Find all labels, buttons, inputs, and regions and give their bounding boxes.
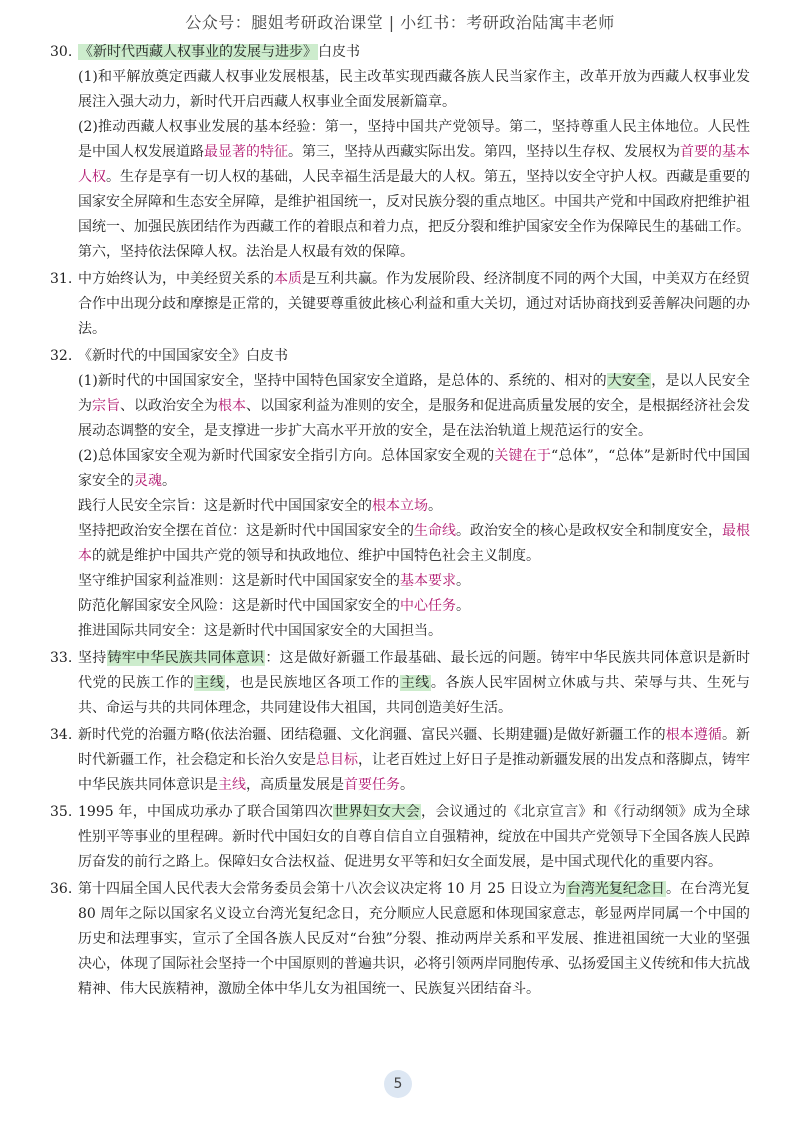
page-header: 公众号：腿姐考研政治课堂 | 小红书：考研政治陆寓丰老师 (185, 13, 615, 32)
text-run: 坚持把政治安全摆在首位：这是新时代中国国家安全的 (78, 523, 414, 539)
list-item (0, 40, 800, 265)
item-number: 33. (50, 650, 73, 666)
paragraph (0, 369, 800, 444)
text-run: 。 (456, 598, 470, 614)
text-run: 1995 年，中国成功承办了联合国第四次 (78, 804, 334, 820)
text-run: (2)推动西藏人权事业发展的基本经验：第一，坚持中国共产党领导。第二，坚持尊重人民主体地位。人民性是中国人权发展道路 (78, 119, 750, 160)
paragraph (0, 267, 800, 342)
text-run: 的就是维护中国共产党的领导和执政地位、维护中国特色社会主义制度。 (92, 548, 540, 564)
text-run: 推进国际共同安全：这是新时代中国国家安全的大国担当。 (78, 623, 442, 639)
emphasis-text: 主线 (218, 777, 246, 793)
highlighted-text: 世界妇女大会 (334, 804, 421, 820)
text-run: 防范化解国家安全风险：这是新时代中国国家安全的 (78, 598, 400, 614)
item-number: 36. (50, 881, 73, 897)
paragraph (0, 723, 800, 798)
text-run: 。 (428, 498, 442, 514)
emphasis-text: 根本遵循 (665, 727, 722, 743)
paragraph (0, 65, 800, 115)
emphasis-text: 本质 (274, 271, 302, 287)
text-run: 中方始终认为，中美经贸关系的 (78, 271, 274, 287)
text-run: ，是以人民安全为 (78, 373, 750, 414)
paragraph (0, 519, 800, 569)
item-number: 32. (50, 348, 73, 364)
item-number: 30. (50, 44, 73, 60)
text-run: “总体”，“总体”是新时代中国国家安全的 (78, 448, 750, 489)
text-run: 。 (400, 777, 414, 793)
paragraph (0, 115, 800, 265)
emphasis-text: 基本要求 (400, 573, 456, 589)
highlighted-text: 主线 (400, 675, 430, 691)
paragraph (0, 594, 800, 619)
text-run: 白皮书 (318, 44, 360, 60)
paragraph (0, 494, 800, 519)
text-run: 。生存是享有一切人权的基础，人民幸福生活是最大的人权。第五，坚持以安全守护人权。西藏是重要的国家安全屏障和生态安全屏障，是维护祖国统一，反对民族分裂的重点地区。中国共产党和中国政府把维护祖国统一、加强民族团结作为西藏工作的着眼点和着力点，把反分裂和维护国家安全作为保障民生的基础工作。第六，坚持依法保障人权。法治是人权最有效的保障。 (78, 169, 750, 260)
list-item (0, 344, 800, 644)
list-item (0, 267, 800, 342)
item-number: 31. (50, 271, 73, 287)
paragraph (0, 344, 800, 369)
list-item (0, 877, 800, 1002)
text-run: 是互利共赢。作为发展阶段、经济制度不同的两个大国，中美双方在经贸合作中出现分歧和摩擦是正常的，关键要尊重彼此核心利益和重大关切，通过对话协商找到妥善解决问题的办法。 (78, 271, 750, 337)
text-run: ，高质量发展是 (246, 777, 344, 793)
list-item (0, 723, 800, 798)
emphasis-text: 首要任务 (344, 777, 400, 793)
emphasis-text: 根本 (218, 398, 246, 414)
paragraph (0, 800, 800, 875)
text-run: ：这是做好新疆工作最基础、最长远的问题。铸牢中华民族共同体意识是新时代党的民族工作的 (78, 650, 751, 691)
emphasis-text: 根本立场 (372, 498, 428, 514)
highlighted-text: 大安全 (607, 373, 651, 389)
emphasis-text: 最显著的特征 (204, 144, 288, 160)
emphasis-text: 灵魂 (134, 473, 162, 489)
emphasis-text: 生命线 (414, 523, 456, 539)
text-run: ，会议通过的《北京宣言》和《行动纲领》成为全球性别平等事业的里程碑。新时代中国妇女的自尊自信自立自强精神，绽放在中国共产党领导下全国各族人民踔厉奋发的前行之路上。保障妇女合法权益、促进男女平等和妇女全面发展，是中国式现代化的重要内容。 (78, 804, 750, 870)
text-run: 。各族人民牢固树立休戚与共、荣辱与共、生死与共、命运与共的共同体理念，共同建设伟大祖国，共同创造美好生活。 (78, 675, 751, 716)
text-run: 、以政治安全为 (120, 398, 218, 414)
text-run: 第十四届全国人民代表大会常务委员会第十八次会议决定将 10 月 25 日设立为 (78, 881, 566, 897)
text-run: 《新时代的中国国家安全》白皮书 (78, 348, 288, 364)
highlighted-text: 铸牢中华民族共同体意识 (107, 650, 265, 666)
emphasis-text: 首要的基本人权 (78, 144, 750, 185)
paragraph (0, 569, 800, 594)
text-run: ，让老百姓过上好日子是推动新疆发展的出发点和落脚点，铸牢中华民族共同体意识是 (78, 752, 750, 793)
item-number: 34. (50, 727, 73, 743)
paragraph (0, 40, 800, 65)
text-run: 坚持 (78, 650, 107, 666)
emphasis-text: 总目标 (316, 752, 358, 768)
highlighted-text: 主线 (195, 675, 225, 691)
paragraph (0, 646, 800, 721)
text-run: 、以国家利益为准则的安全，是服务和促进高质量发展的安全，是根据经济社会发展动态调整的安全，是支撑进一步扩大高水平开放的安全，是在法治轨道上规范运行的安全。 (78, 398, 750, 439)
text-run: 。新时代新疆工作，社会稳定和长治久安是 (78, 727, 751, 768)
text-run: ，也是民族地区各项工作的 (225, 675, 400, 691)
paragraph (0, 619, 800, 644)
text-run: (1)新时代的中国国家安全，坚持中国特色国家安全道路，是总体的、系统的、相对的 (78, 373, 607, 389)
highlighted-text: 台湾光复纪念日 (566, 881, 665, 897)
text-run: (2)总体国家安全观为新时代国家安全指引方向。总体国家安全观的 (78, 448, 495, 464)
document-body (0, 40, 800, 1004)
text-run: 新时代党的治疆方略(依法治疆、团结稳疆、文化润疆、富民兴疆、长期建疆)是做好新疆工作的 (78, 727, 666, 743)
text-run: 践行人民安全宗旨：这是新时代中国国家安全的 (78, 498, 372, 514)
text-run: 坚守维护国家利益准则：这是新时代中国国家安全的 (78, 573, 400, 589)
emphasis-text: 关键在于 (494, 448, 552, 464)
text-run: 。第三，坚持从西藏实际出发。第四，坚持以生存权、发展权为 (288, 144, 680, 160)
emphasis-text: 中心任务 (400, 598, 456, 614)
text-run: 。 (162, 473, 176, 489)
text-run: 。政治安全的核心是政权安全和制度安全， (456, 523, 722, 539)
paragraph (0, 444, 800, 494)
item-number: 35. (50, 804, 73, 820)
list-item (0, 646, 800, 721)
text-run: 。 (456, 573, 470, 589)
text-run: 。在台湾光复 80 周年之际以国家名义设立台湾光复纪念日，充分顺应人民意愿和体现国家意志，彰显两岸同属一个中国的历史和法理事实，宣示了全国各族人民反对“台独”分裂、推动两岸关系和平发展、推进祖国统一大业的坚强决心，体现了国际社会坚持一个中国原则的普遍共识，必将引领两岸同胞传承、弘扬爱国主义传统和伟大抗战精神、伟大民族精神，激励全体中华儿女为祖国统一、民族复兴团结奋斗。 (78, 881, 751, 997)
paragraph (0, 877, 800, 1002)
emphasis-text: 宗旨 (92, 398, 120, 414)
list-item (0, 800, 800, 875)
highlighted-text: 《新时代西藏人权事业的发展与进步》 (79, 44, 317, 60)
emphasis-text: 最根本 (78, 523, 750, 564)
page-number: 5 (384, 1070, 412, 1098)
text-run: (1)和平解放奠定西藏人权事业发展根基，民主改革实现西藏各族人民当家作主，改革开放为西藏人权事业发展注入强大动力，新时代开启西藏人权事业全面发展新篇章。 (78, 69, 750, 110)
